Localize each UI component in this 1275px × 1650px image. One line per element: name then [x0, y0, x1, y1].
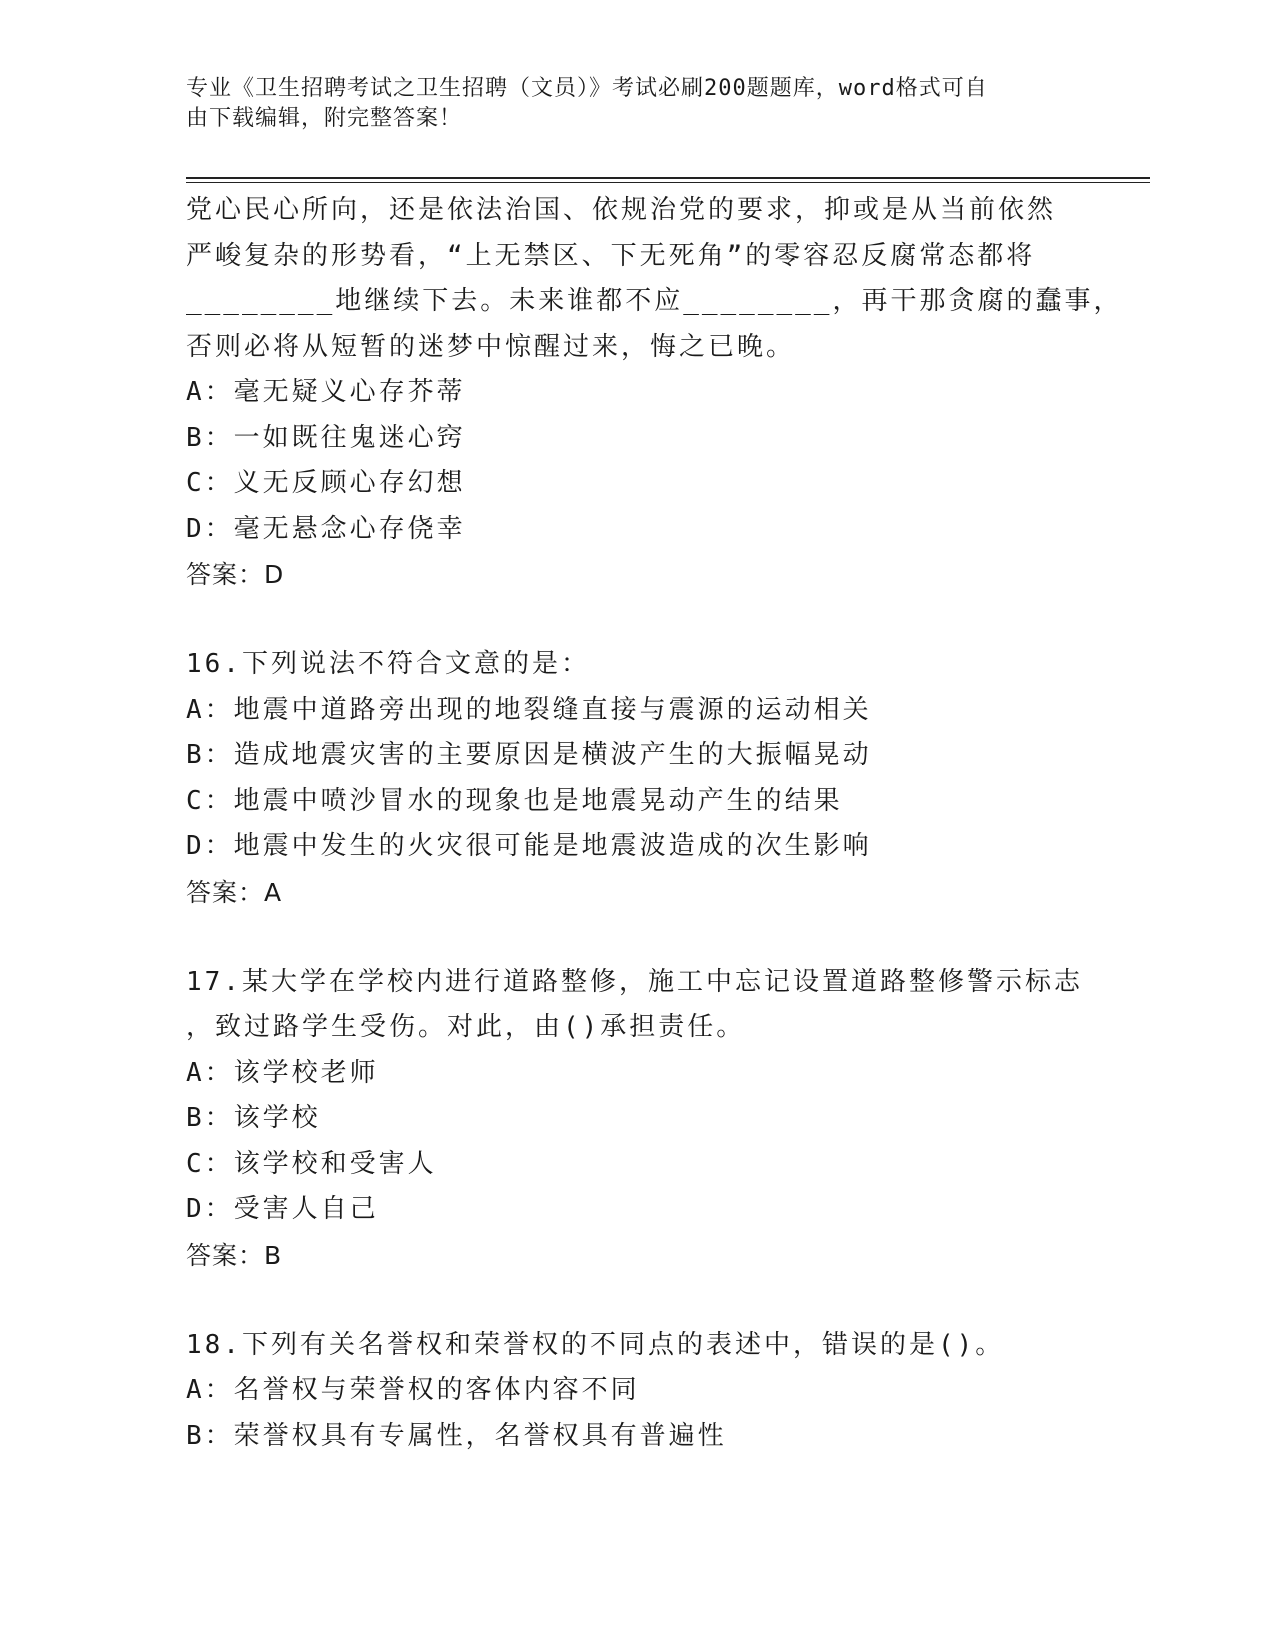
question-18 — [186, 1323, 1086, 1460]
option-d: D：受害人自己 — [186, 1194, 379, 1224]
question-spacer — [186, 916, 1086, 960]
header-title-line-1: 专业《卫生招聘考试之卫生招聘（文员）》考试必刷200题题库，word格式可自 — [186, 76, 988, 101]
header-divider-thin — [186, 182, 1150, 183]
question-spacer — [186, 598, 1086, 642]
question-text-line: ________地继续下去。未来谁都不应________，再干那贪腐的蠢事， — [186, 286, 1123, 316]
answer-line: 答案：D — [186, 560, 285, 589]
question-text-line: 党心民心所向，还是依法治国、依规治党的要求，抑或是从当前依然 — [186, 195, 1057, 225]
question-text-line: 严峻复杂的形势看，“上无禁区、下无死角”的零容忍反腐常态都将 — [186, 240, 1036, 271]
page-header — [186, 74, 1066, 134]
option-b: B：造成地震灾害的主要原因是横波产生的大振幅晃动 — [186, 740, 872, 770]
question-spacer — [186, 1279, 1086, 1323]
option-b: B：该学校 — [186, 1103, 321, 1133]
question-text-line: 18.下列有关名誉权和荣誉权的不同点的表述中，错误的是()。 — [186, 1329, 1005, 1360]
option-c: C：地震中喷沙冒水的现象也是地震晃动产生的结果 — [186, 785, 843, 816]
option-d: D：地震中发生的火灾很可能是地震波造成的次生影响 — [186, 831, 872, 861]
document-body — [186, 188, 1123, 1459]
option-b: B：荣誉权具有专属性，名誉权具有普遍性 — [186, 1420, 727, 1451]
option-a: A：该学校老师 — [186, 1057, 379, 1088]
answer-line: 答案：B — [186, 1240, 283, 1270]
option-a: A：地震中道路旁出现的地裂缝直接与震源的运动相关 — [186, 694, 872, 725]
question-16 — [186, 642, 1086, 916]
question-text-line: 否则必将从短暂的迷梦中惊醒过来，悔之已晚。 — [186, 331, 796, 362]
question-text-line: 17.某大学在学校内进行道路整修，施工中忘记设置道路整修警示标志 — [186, 966, 1083, 997]
option-a: A：名誉权与荣誉权的客体内容不同 — [186, 1375, 640, 1405]
question-15 — [186, 188, 1123, 598]
question-17 — [186, 960, 1086, 1279]
option-a: A：毫无疑义心存芥蒂 — [186, 377, 466, 407]
option-d: D：毫无悬念心存侥幸 — [186, 513, 466, 544]
question-text-line: 16.下列说法不符合文意的是： — [186, 649, 590, 679]
option-c: C：义无反顾心存幻想 — [186, 468, 466, 498]
option-b: B：一如既往鬼迷心窍 — [186, 422, 466, 453]
question-text-line: ，致过路学生受伤。对此，由()承担责任。 — [186, 1012, 746, 1042]
header-divider — [186, 177, 1150, 179]
answer-line: 答案：A — [186, 877, 283, 907]
header-title-line-2: 由下载编辑，附完整答案！ — [186, 106, 463, 131]
option-c: C：该学校和受害人 — [186, 1148, 437, 1179]
